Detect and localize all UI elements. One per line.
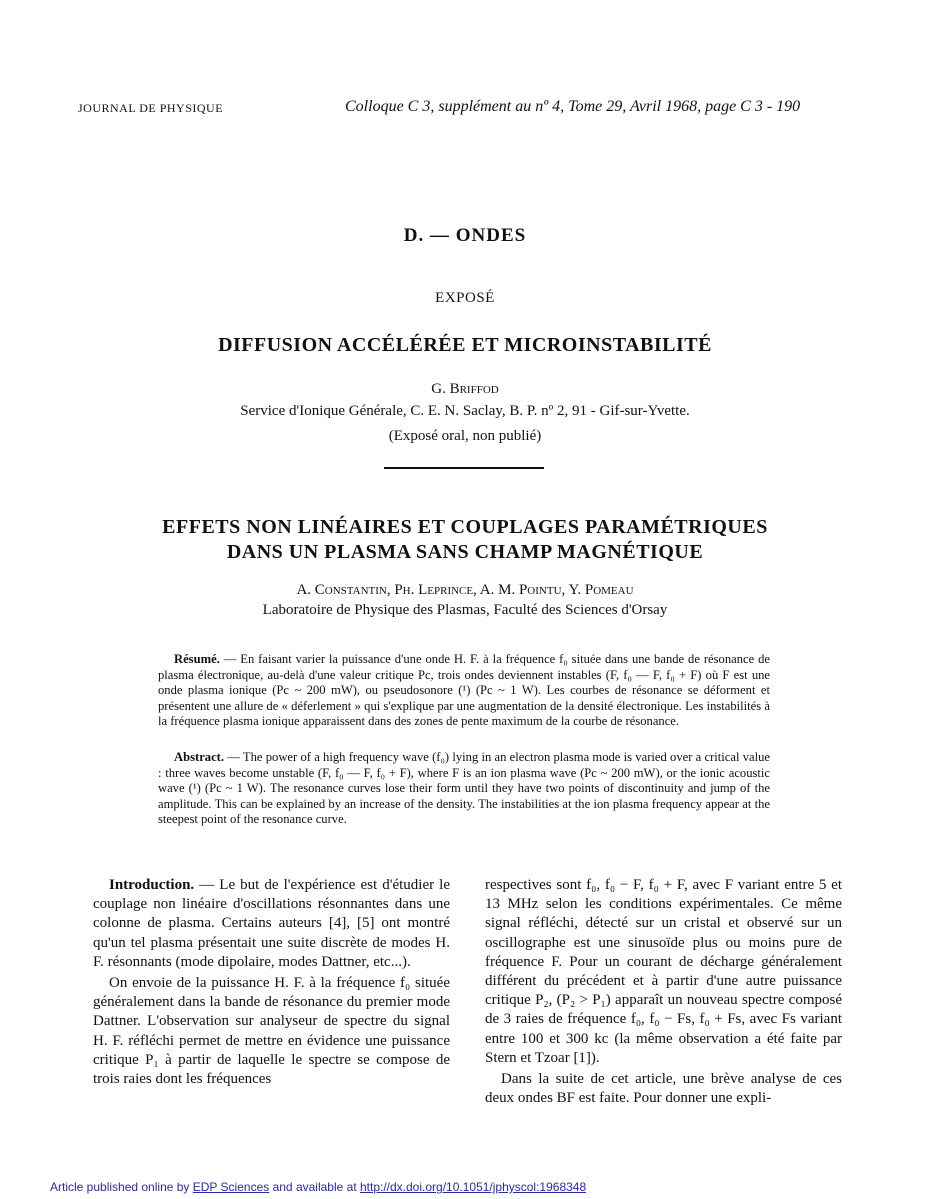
abstract-text: — The power of a high frequency wave (f₀) lying in an electron plasma mode is varied over a critical value : three waves become unstable (F, f₀ — F, f₀ + F), where F is an ion plasma wave (Pc ~ 200 mW), or the ionic acoustic wave (¹) (Pc ~ 1 W). The resonance curves lose their form until they have two points of discontinuity and jump of the amplitude. This can be explained by an increase of the density. The instabilities at the ion plasma frequency appear at the steepest point of the resonance curve. (158, 750, 770, 827)
footer-middle: and available at (269, 1180, 360, 1194)
resume-paragraph (158, 652, 770, 730)
left-column (93, 876, 450, 1091)
expose-affiliation: Service d'Ionique Générale, C. E. N. Saclay, B. P. nº 2, 91 - Gif-sur-Yvette. (240, 403, 690, 419)
abstract-label: Abstract. (174, 750, 225, 764)
abstract-paragraph (158, 750, 770, 828)
paper-affiliation: Laboratoire de Physique des Plasmas, Faculté des Sciences d'Orsay (262, 602, 668, 618)
right-paragraph-1: respectives sont f₀, f₀ − F, f₀ + F, avec F variant entre 5 et 13 MHz selon les conditions expérimentales. Ce même signal réfléchi, détecté sur un cristal et observé sur un oscillographe est une sinusoïde plus ou moins pure de fréquence F. Pour un courant de décharge généralement différent du précédent et à partir d'une autre puissance critique P₂, (P₂ > P₁) apparaît un nouveau spectre composé de 3 raies de fréquence f₀, f₀ − Fs, f₀ + Fs, avec Fs variant entre 100 et 300 kc (la même observation a été faite par Stern et Tzoar [1]). (485, 877, 842, 1066)
footer-notice (50, 1180, 586, 1194)
citation-line: Colloque C 3, supplément au nº 4, Tome 29, Avril 1968, page C 3 - 190 (345, 98, 801, 115)
expose-label: EXPOSÉ (435, 290, 495, 306)
journal-name: JOURNAL DE PHYSIQUE (78, 101, 224, 115)
author-name: Briffod (449, 381, 499, 397)
paper-authors: A. Constantin, Ph. Leprince, A. M. Pointu, Y. Pomeau (296, 582, 634, 598)
expose-note: (Exposé oral, non publié) (388, 428, 542, 444)
intro-label: Introduction. (109, 877, 195, 893)
resume-text: — En faisant varier la puissance d'une onde H. F. à la fréquence f₀ située dans une bande de résonance de plasma électronique, au-delà d'une valeur critique Pc, trois ondes deviennent instables (F, f₀ — F, f₀ + F) où F est une onde plasma ionique (Pc ~ 200 mW), ou pseudosonore (¹) (Pc ~ 1 W). Les courbes de résonance se déforment et présentent une allure de « déferlement » qui s'explique par une augmentation de la densité électronique. Les instabilités à la fréquence plasma ionique apparaissent dans des zones de pente maximum de la courbe de résonance. (158, 652, 770, 729)
footer-prefix: Article published online by (50, 1180, 193, 1194)
expose-author (0, 381, 930, 398)
expose-title: DIFFUSION ACCÉLÉRÉE ET MICROINSTABILITÉ (218, 334, 712, 356)
author-initial: G. (431, 381, 450, 397)
intro-paragraph (93, 876, 450, 972)
intro-text: — Le but de l'expérience est d'étudier le couplage non linéaire d'oscillations résonnantes dans une colonne de plasma. Certains auteurs [4], [5] ont montré qu'un tel plasma présentait une suite discrète de modes H. F. résonnants (mode dipolaire, modes Dattner, etc...). (93, 877, 450, 970)
left-paragraph-2: On envoie de la puissance H. F. à la fréquence f₀ située généralement dans la bande de résonance du premier mode Dattner. L'observation sur analyseur de spectre du signal H. F. réfléchi permet de mettre en évidence une puissance critique P₁ à partir de laquelle le spectre se compose de trois raies dont les fréquences (93, 975, 450, 1088)
paper-title-line-2: DANS UN PLASMA SANS CHAMP MAGNÉTIQUE (226, 541, 704, 563)
resume-label: Résumé. (174, 652, 220, 666)
paper-title-line-1: EFFETS NON LINÉAIRES ET COUPLAGES PARAMÉTRIQUES (162, 516, 768, 538)
section-title: D. — ONDES (403, 225, 527, 246)
separator-rule (384, 467, 544, 469)
publisher-link[interactable]: EDP Sciences (192, 1180, 270, 1194)
doi-link[interactable]: http://dx.doi.org/10.1051/jphyscol:1968348 (359, 1180, 587, 1194)
right-column (485, 876, 842, 1110)
right-paragraph-2: Dans la suite de cet article, une brève analyse de ces deux ondes BF est faite. Pour donner une expli- (485, 1071, 842, 1107)
